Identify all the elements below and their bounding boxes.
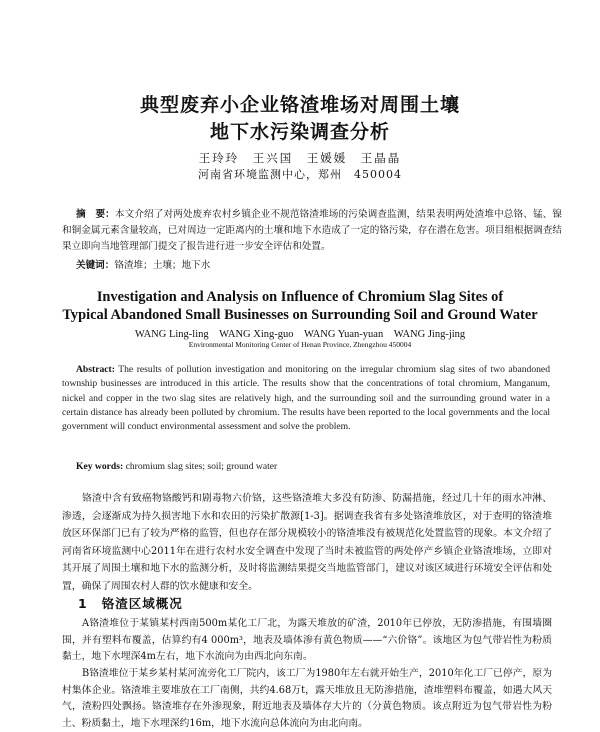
english-title-line-1: Investigation and Analysis on Influence of Chromium Slag Sites of — [96, 289, 504, 305]
section-title: 铬渣区域概况 — [101, 596, 183, 611]
english-abstract-label: Abstract: — [76, 364, 115, 375]
chinese-keywords — [76, 257, 566, 271]
english-keywords — [76, 461, 556, 472]
introduction-paragraph: 铬渣中含有致癌物铬酸钙和剧毒物六价铬，这些铬渣堆大多没有防渗、防漏措施，经过几十年的雨水冲淋、渗透，会逐渐成为持久损害地下水和农田的污染扩散源[1-3]。据调查我省有多处铬渣堆放区，对于查明的铬渣堆放区环保部门已有了较为严格的监管，但也存在部分规模较小的铬渣堆没有被规范化处置监管的现象。本文介绍了河南省环境监测中心2011年在进行农村水安全调查中发现了当时未被监管的两处停产乡镇企业铬渣堆场，立即对其开展了周围土壤和地下水的监测分析，及时将监测结果提交当地监管部门，建议对该区域进行环境安全评估和处置，确保了周围农村人群的饮水健康和安全。 — [62, 493, 552, 592]
chinese-abstract-text: 本文介绍了对两处废弃农村乡镇企业不规范铬渣堆场的污染调查监测，结果表明两处渣堆中总铬、锰、镍和铜金属元素含量较高，已对周边一定距离内的土壤和地下水造成了一定的铬污染，存在潜在危害。项目组根据调查结果立即向当地管理部门提交了报告进行进一步安全评估和处置。 — [62, 209, 562, 252]
body-paragraph-b: B铬渣堆位于某乡某村某河流旁化工厂院内，该工厂为1980年左右就开始生产，2010年化工厂已停产，原为村集体企业。铬渣堆主要堆放在工厂南侧，共约4.68万t，露天堆放且无防渗措施，渣堆塑料布覆盖，如遇大风天气，渣粉四处飘扬。铬渣堆存在外渗现象，附近地表及墙体存大片的（分黄色物质。该点附近为包气带岩性为粉土、粉质黏土，地下水埋深约16m，地下水流向总体流向为由北向南。 — [62, 668, 552, 729]
english-abstract-text: The results of pollution investigation and monitoring on the irregular chromium slag sites of two abandoned township businesses are introduced in this article. The results show that the concentrations of total chromium, Manganum, nickel and copper in the two slag sites are relatively high, and the surrounding soil and the surrounding ground water in a certain distance has already been polluted by chromium. The results have been reported to the local governments and the local government will conduct environmental assessment and solve the problem. — [62, 364, 550, 433]
english-abstract — [62, 363, 550, 434]
english-keywords-text: chromium slag sites; soil; ground water — [125, 461, 278, 472]
english-title-line-2: Typical Abandoned Small Businesses on Surrounding Soil and Ground Water — [62, 307, 538, 323]
chinese-keywords-label: 关键词： — [76, 260, 115, 271]
section-heading — [78, 594, 197, 612]
english-authors: WANG Ling-ling WANG Xing-guo WANG Yuan-yuan WANG Jing-jing — [134, 329, 466, 340]
chinese-authors: 王玲玲 王兴国 王媛媛 王晶晶 — [198, 151, 402, 165]
chinese-title-line-2: 地下水污染调查分析 — [209, 121, 390, 143]
english-affiliation: Environmental Monitoring Center of Henan Province, Zhengzhou 450004 — [188, 340, 412, 349]
chinese-affiliation: 河南省环境监测中心，郑州 450004 — [198, 168, 402, 181]
chinese-abstract-label: 摘 要： — [76, 209, 115, 220]
english-keywords-label: Key words: — [76, 461, 124, 472]
section-number: 1 — [78, 596, 88, 611]
body-paragraph-a: A铬渣堆位于某镇某村西南500m某化工厂北，为露天堆放的矿渣，2010年已停放，无防渗措施，有围墙圈围，并有塑料布覆盖，估算约有4 000m³，地表及墙体渗有黄色物质——“六价铬”。该地区为包气带岩性为粉质黏土，地下水埋深4m左右，地下水流向为由西北向东南。 — [62, 618, 552, 662]
chinese-abstract — [62, 207, 562, 255]
chinese-keywords-text: 铬渣堆；土壤；地下水 — [114, 260, 211, 271]
chinese-title-line-1: 典型废弃小企业铬渣堆场对周围土壤 — [139, 94, 460, 116]
